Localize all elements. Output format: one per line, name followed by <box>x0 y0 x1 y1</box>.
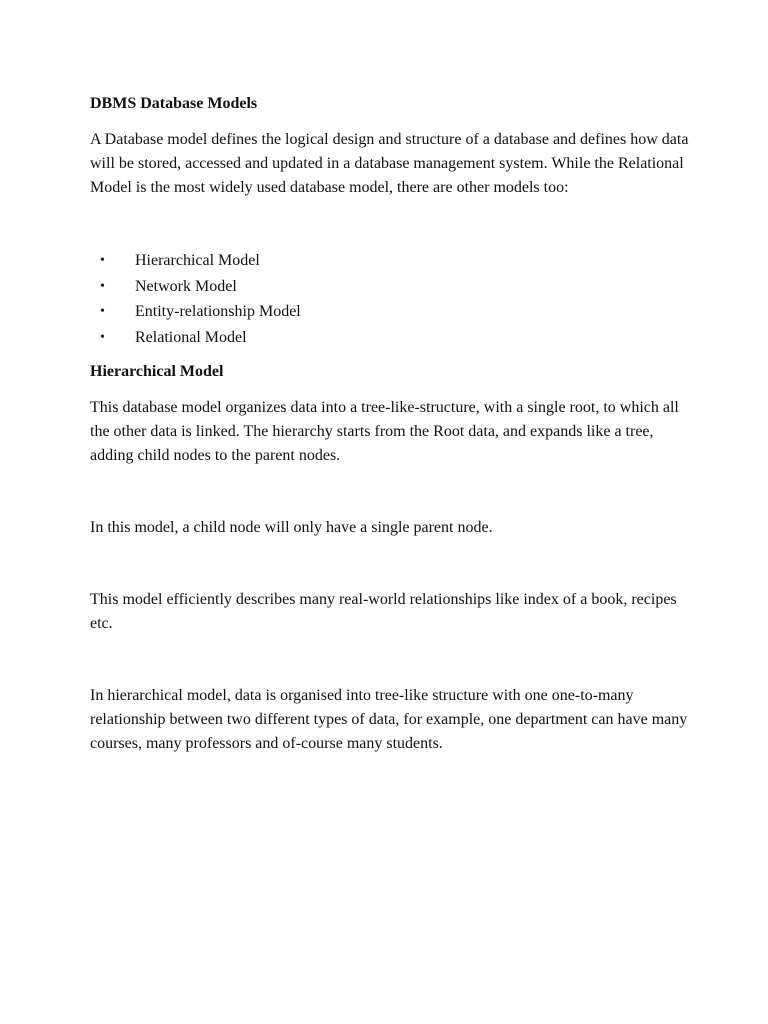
list-item <box>90 248 690 274</box>
list-item-label: Hierarchical Model <box>135 252 260 269</box>
list-item <box>90 299 690 325</box>
bullet-icon: • <box>100 329 105 345</box>
list-item-label: Entity-relationship Model <box>135 303 301 320</box>
list-item <box>90 325 690 351</box>
bullet-icon: • <box>100 278 105 294</box>
paragraph: In hierarchical model, data is organised into tree-like structure with one one-to-many relationship between two different types of data, for example, one department can have many courses, many professors and of-course many students. <box>90 687 688 752</box>
document-title: DBMS Database Models <box>90 95 258 112</box>
section-heading: Hierarchical Model <box>90 363 224 380</box>
document-body <box>90 92 690 756</box>
paragraph: In this model, a child node will only have a single parent node. <box>90 519 493 536</box>
bullet-icon: • <box>100 304 105 319</box>
list-item <box>90 274 690 300</box>
intro-paragraph: A Database model defines the logical design and structure of a database and defines how data will be stored, accessed and updated in a database management system. While the Relational Model is the most widely used database model, there are other models too: <box>90 131 689 196</box>
list-item-label: Network Model <box>135 277 237 295</box>
bullet-icon: • <box>100 253 105 268</box>
paragraph: This database model organizes data into a tree-like-structure, with a single root, to which all the other data is linked. The hierarchy starts from the Root data, and expands like a tree, adding child nodes to the parent nodes. <box>90 399 679 464</box>
paragraph: This model efficiently describes many real-world relationships like index of a book, recipes etc. <box>90 591 677 632</box>
list-item-label: Relational Model <box>135 328 247 346</box>
model-list <box>90 248 690 350</box>
